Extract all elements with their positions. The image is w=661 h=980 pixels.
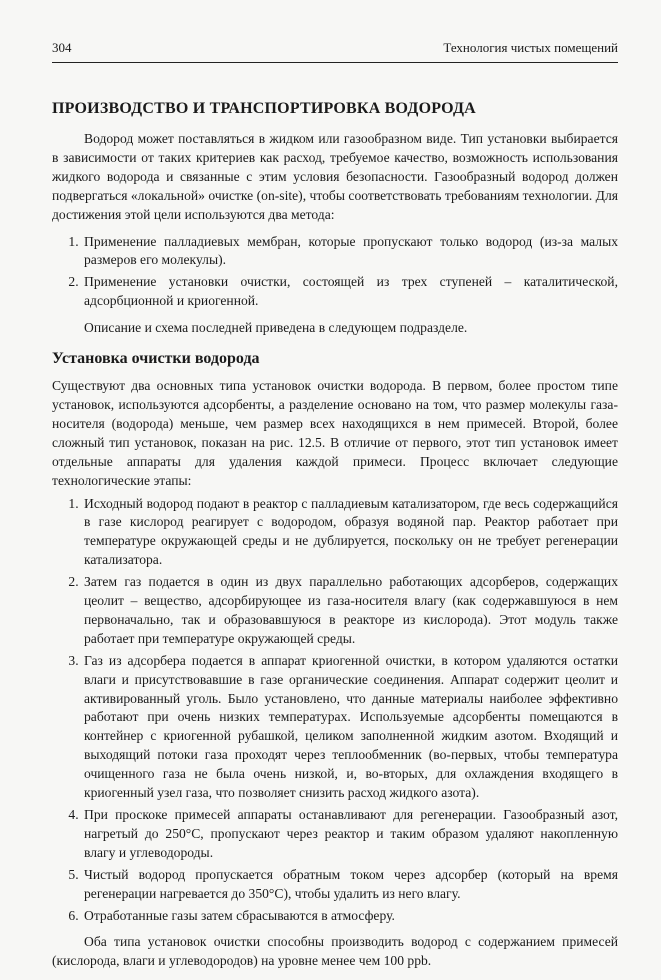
process-intro-paragraph: Существуют два основных типа установок очистки водорода. В первом, более простом типе установок, используются адсорбенты, а разделение основано на том, что размер молекулы газа-носителя (водорода) меньше, чем размер всех находящихся в нем примесей. Второй, более сложный тип установок, показан на рис. 12.5. В отличие от первого, этот тип установок имеет отдельные аппараты для удаления каждой примеси. Процесс включает следующие технологические этапы:: [52, 378, 618, 488]
page-number: 304: [52, 40, 72, 55]
list-item: 2. Применение установки очистки, состоящей из трех ступеней – каталитической, адсорбционной и криогенной.: [82, 273, 618, 311]
methods-list: [52, 233, 618, 312]
list-item: 6. Отработанные газы затем сбрасываются в атмосферу.: [82, 907, 618, 926]
page-body: [52, 99, 618, 971]
list-item: 1. Исходный водород подают в реактор с палладиевым катализатором, где весь содержащийся в газе кислород реагирует с водородом, образуя водяной пар. Реактор работает при температуре окружающей среды и не дублируется, поскольку он не требует регенерации катализатора.: [82, 495, 618, 571]
list-item: 3. Газ из адсорбера подается в аппарат криогенной очистки, в котором удаляются остатки влаги и присутствовавшие в газе органические соединения. Аппарат содержит цеолит и активированный уголь. Было установлено, что данные материалы наиболее эффективно работают при очень низких температурах. Используемые адсорбенты помещаются в контейнер с криогенной рубашкой, целиком заполненной жидким азотом. Входящий и выходящий потоки газа проходят через теплообменник (во-первых, чтобы температура очищенного газа не была очень низкой, и, во-вторых, для охлаждения входящего в криогенный узел газа, что позволяет снизить расход жидкого азота).: [82, 652, 618, 803]
conclusion-paragraph: Оба типа установок очистки способны производить водород с содержанием примесей (кислорода, влаги и углеводородов) на уровне менее чем 100 ppb.: [52, 934, 618, 969]
section-heading: ПРОИЗВОДСТВО И ТРАНСПОРТИРОВКА ВОДОРОДА: [52, 100, 476, 117]
note-paragraph: Описание и схема последней приведена в следующем подразделе.: [84, 320, 468, 336]
running-title: Технология чистых помещений: [443, 40, 618, 55]
intro-paragraph: Водород может поставляться в жидком или газообразном виде. Тип установки выбирается в зависимости от таких критериев как расход, требуемое качество, возможность использования жидкого водорода и связанные с этим условия безопасности. Газообразный водород должен подвергаться «локальной» очистке (on-site), чтобы соответствовать требованиям технологии. Для достижения этой цели используются два метода:: [52, 131, 618, 222]
running-header: [52, 40, 618, 56]
list-item: 2. Затем газ подается в один из двух параллельно работающих адсорберов, содержащих цеолит – вещество, адсорбирующее из газа-носителя влагу (как содержавшуюся в нем первоначально, так и образовавшуюся в реакторе из кислорода). Этот модуль также работает при температуре окружающей среды.: [82, 573, 618, 649]
process-steps-list: [52, 495, 618, 926]
list-item: 5. Чистый водород пропускается обратным током через адсорбер (который на время регенерации нагревается до 350°C), чтобы удалить из него влагу.: [82, 866, 618, 904]
subsection-heading: Установка очистки водорода: [52, 350, 260, 368]
header-rule: [52, 62, 618, 63]
list-item: 1. Применение палладиевых мембран, которые пропускают только водород (из-за малых размеров его молекулы).: [82, 233, 618, 271]
list-item: 4. При проскоке примесей аппараты останавливают для регенерации. Газообразный азот, нагретый до 250°C, пропускают через реактор и таким образом удаляют накопленную влагу и углеводороды.: [82, 806, 618, 863]
